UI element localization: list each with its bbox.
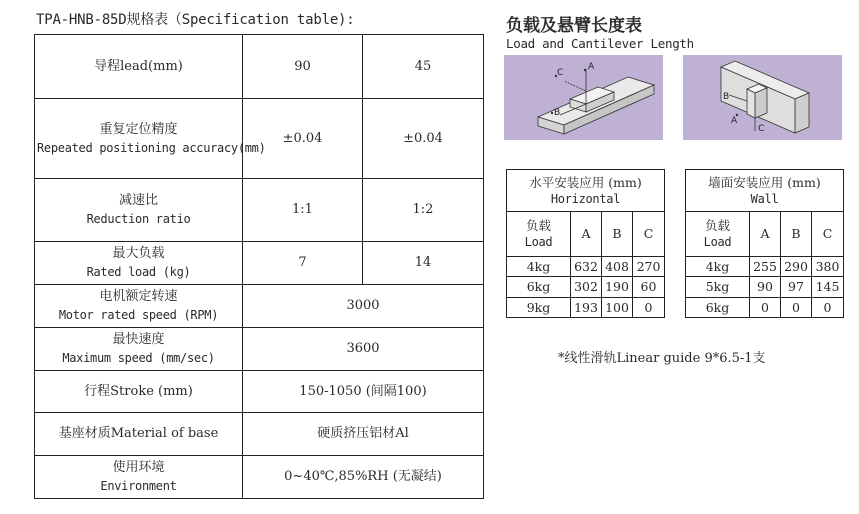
spec-value: ±0.04 — [243, 99, 363, 179]
spec-value: 1:1 — [243, 179, 363, 242]
load-column-header — [507, 212, 571, 257]
value-cell: 380 — [812, 257, 844, 277]
spec-value: 150-1050 (间隔100) — [243, 371, 484, 413]
horizontal-mount-illustration — [504, 55, 663, 140]
value-cell: 60 — [633, 277, 665, 298]
value-cell: 0 — [750, 298, 781, 318]
spec-label-en: Motor rated speed (RPM) — [58, 308, 219, 322]
spec-label — [35, 371, 243, 413]
spec-row-motor-speed — [35, 285, 484, 328]
spec-table-title: TPA-HNB-85D规格表（Specification table): — [36, 12, 355, 28]
load-label-zh: 负载 — [704, 218, 730, 233]
column-header: B — [781, 212, 812, 257]
spec-label-zh: 基座材质Material of base — [58, 426, 219, 441]
value-cell: 302 — [571, 277, 602, 298]
load-section-subtitle: Load and Cantilever Length — [506, 36, 694, 51]
horizontal-title-en: Horizontal — [550, 191, 621, 206]
spec-label — [35, 179, 243, 242]
column-header: A — [750, 212, 781, 257]
load-label-en: Load — [703, 235, 732, 249]
load-label-en: Load — [524, 235, 553, 249]
table-row — [507, 298, 665, 318]
load-cell: 4kg — [507, 257, 571, 277]
value-cell: 408 — [602, 257, 633, 277]
value-cell: 290 — [781, 257, 812, 277]
spec-table — [34, 34, 484, 499]
wall-title-zh: 墙面安装应用 (mm) — [708, 174, 821, 190]
wall-mount-diagram — [683, 55, 842, 140]
value-cell: 270 — [633, 257, 665, 277]
spec-label-zh: 重复定位精度 — [99, 121, 178, 137]
spec-label — [35, 35, 243, 99]
spec-label-zh: 行程Stroke (mm) — [84, 383, 193, 399]
load-section-title: 负载及悬臂长度表 — [506, 16, 642, 36]
wall-title-en: Wall — [750, 191, 779, 206]
spec-label-zh: 最大负载 — [112, 246, 165, 261]
table-row — [686, 277, 844, 298]
spec-row-environment — [35, 456, 484, 499]
spec-label — [35, 285, 243, 328]
spec-row-stroke — [35, 371, 484, 413]
diagram-label-a: A — [731, 116, 738, 126]
spec-value: 3000 — [243, 285, 484, 328]
value-cell: 145 — [812, 277, 844, 298]
spec-value: 硬质挤压铝材Al — [243, 413, 484, 456]
load-cell: 9kg — [507, 298, 571, 318]
load-cell: 6kg — [507, 277, 571, 298]
value-cell: 97 — [781, 277, 812, 298]
spec-value: 3600 — [243, 328, 484, 371]
spec-row-rated-load — [35, 242, 484, 285]
linear-guide-note: *线性滑轨Linear guide 9*6.5-1支 — [558, 351, 766, 366]
load-label-zh: 负载 — [525, 218, 551, 233]
spec-label-en: Repeated positioning accuracy(mm) — [37, 140, 266, 155]
value-cell: 190 — [602, 277, 633, 298]
value-cell: 255 — [750, 257, 781, 277]
spec-label — [35, 328, 243, 371]
spec-label — [35, 413, 243, 456]
spec-label-en: Reduction ratio — [86, 212, 191, 226]
spec-label-en: Rated load (kg) — [86, 265, 191, 279]
load-cell: 4kg — [686, 257, 750, 277]
spec-value: 90 — [243, 35, 363, 99]
value-cell: 0 — [781, 298, 812, 318]
spec-label-zh: 最快速度 — [112, 332, 165, 347]
diagram-label-a: A — [588, 62, 595, 72]
spec-label — [35, 242, 243, 285]
wall-load-table — [685, 169, 844, 318]
value-cell: 0 — [812, 298, 844, 318]
table-row — [686, 298, 844, 318]
spec-row-material — [35, 413, 484, 456]
value-cell: 632 — [571, 257, 602, 277]
spec-row-accuracy — [35, 99, 484, 179]
diagram-label-b: B — [723, 92, 730, 102]
spec-value: 0~40℃,85%RH (无凝结) — [243, 456, 484, 499]
spec-label-zh: 使用环境 — [112, 460, 165, 475]
spec-label-en: Environment — [100, 479, 177, 493]
spec-row-max-speed — [35, 328, 484, 371]
spec-value: 7 — [243, 242, 363, 285]
wall-table-header — [686, 170, 844, 212]
spec-label-zh: 电机额定转速 — [99, 289, 178, 304]
value-cell: 193 — [571, 298, 602, 318]
horizontal-load-table — [506, 169, 665, 318]
spec-label — [35, 456, 243, 499]
column-header: A — [571, 212, 602, 257]
spec-value: 1:2 — [363, 179, 484, 242]
load-column-header — [686, 212, 750, 257]
column-header: B — [602, 212, 633, 257]
spec-label-zh: 减速比 — [118, 193, 158, 208]
load-cell: 6kg — [686, 298, 750, 318]
table-row — [686, 257, 844, 277]
spec-value: 45 — [363, 35, 484, 99]
spec-row-reduction — [35, 179, 484, 242]
column-header: C — [633, 212, 665, 257]
value-cell: 90 — [750, 277, 781, 298]
horizontal-table-header — [507, 170, 665, 212]
table-row — [507, 277, 665, 298]
horizontal-title-zh: 水平安装应用 (mm) — [529, 174, 642, 190]
load-cell: 5kg — [686, 277, 750, 298]
value-cell: 0 — [633, 298, 665, 318]
diagram-label-c: C — [557, 68, 564, 78]
spec-value: 14 — [363, 242, 484, 285]
spec-row-lead — [35, 35, 484, 99]
value-cell: 100 — [602, 298, 633, 318]
spec-label — [35, 99, 266, 179]
horizontal-mount-diagram — [504, 55, 663, 140]
diagram-label-c: C — [758, 124, 765, 134]
spec-label-zh: 导程lead(mm) — [94, 58, 183, 74]
column-header: C — [812, 212, 844, 257]
spec-value: ±0.04 — [363, 99, 484, 179]
wall-mount-illustration — [683, 55, 842, 140]
table-row — [507, 257, 665, 277]
diagram-label-b: B — [554, 108, 561, 118]
spec-label-en: Maximum speed (mm/sec) — [62, 351, 215, 365]
